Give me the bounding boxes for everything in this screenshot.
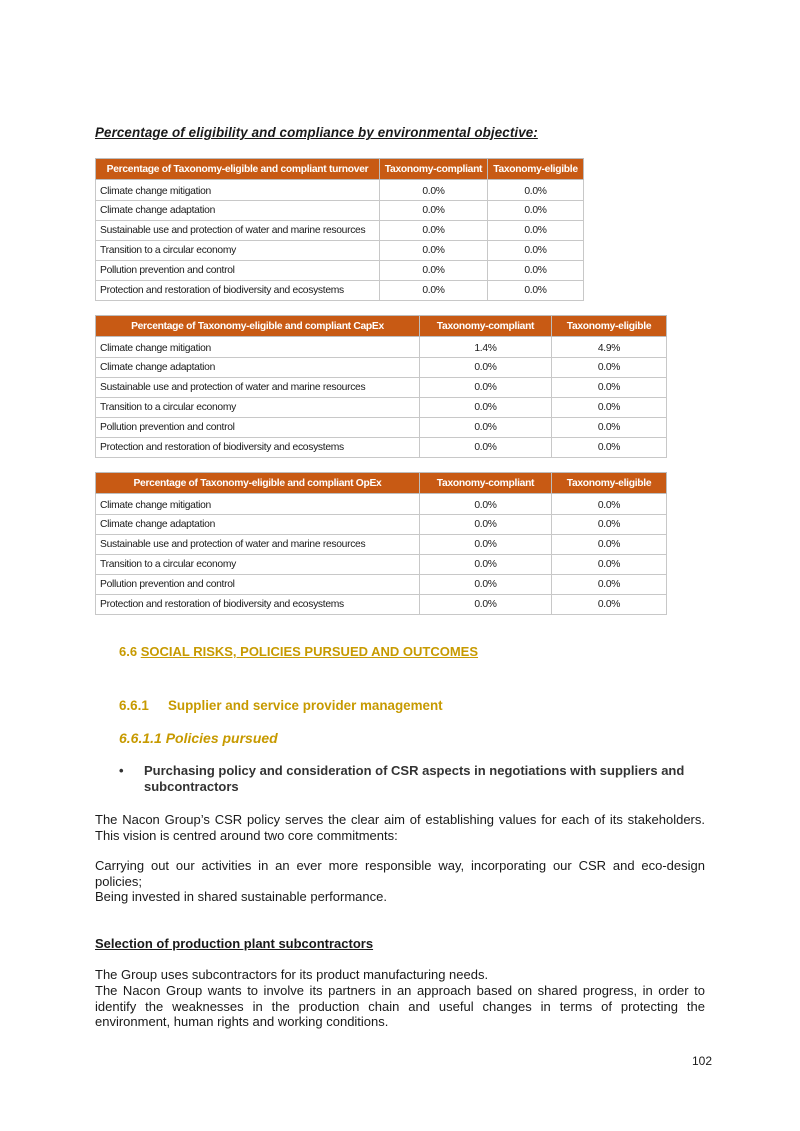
section-heading-6-6 bbox=[119, 644, 478, 659]
bullet-text: Purchasing policy and consideration of CSR aspects in negotiations with suppliers and subcontractors bbox=[144, 763, 685, 794]
objective-cell: Climate change adaptation bbox=[96, 201, 380, 221]
eligible-cell: 0.0% bbox=[488, 241, 584, 261]
compliant-cell: 0.0% bbox=[420, 358, 552, 378]
table-row bbox=[96, 201, 584, 221]
section-number: 6.6.1 bbox=[119, 698, 149, 713]
table-row bbox=[96, 241, 584, 261]
objective-cell: Protection and restoration of biodiversity and ecosystems bbox=[96, 281, 380, 301]
compliant-cell: 0.0% bbox=[420, 438, 552, 458]
column-header: Percentage of Taxonomy-eligible and compliant turnover bbox=[96, 159, 380, 180]
objective-cell: Transition to a circular economy bbox=[96, 241, 380, 261]
objective-cell: Climate change mitigation bbox=[96, 494, 420, 515]
column-header: Taxonomy-compliant bbox=[420, 473, 552, 494]
eligible-cell: 0.0% bbox=[552, 378, 667, 398]
compliant-cell: 0.0% bbox=[380, 281, 488, 301]
column-header: Taxonomy-compliant bbox=[380, 159, 488, 180]
eligible-cell: 0.0% bbox=[488, 281, 584, 301]
compliant-cell: 0.0% bbox=[420, 515, 552, 535]
capex-table bbox=[95, 315, 667, 458]
table-row bbox=[96, 575, 667, 595]
section-number: 6.6 bbox=[119, 644, 138, 659]
table-row bbox=[96, 595, 667, 615]
eligible-cell: 0.0% bbox=[552, 494, 667, 515]
objective-cell: Sustainable use and protection of water and marine resources bbox=[96, 378, 420, 398]
eligible-cell: 4.9% bbox=[552, 337, 667, 358]
objective-cell: Pollution prevention and control bbox=[96, 261, 380, 281]
bullet-dot: • bbox=[119, 763, 124, 778]
eligible-cell: 0.0% bbox=[552, 535, 667, 555]
column-header: Taxonomy-eligible bbox=[552, 316, 667, 337]
table-row bbox=[96, 337, 667, 358]
table-row bbox=[96, 221, 584, 241]
column-header: Taxonomy-compliant bbox=[420, 316, 552, 337]
compliant-cell: 0.0% bbox=[380, 241, 488, 261]
paragraph-csr-policy: The Nacon Group’s CSR policy serves the clear aim of establishing values for each of its stakeholders. This vision is centred around two core commitments: bbox=[95, 812, 705, 843]
paragraph-partners: The Nacon Group wants to involve its partners in an approach based on shared progress, in order to identify the weaknesses in the production chain and useful changes in terms of protecting the environment, human rights and working conditions. bbox=[95, 983, 705, 1029]
table-row bbox=[96, 494, 667, 515]
compliant-cell: 0.0% bbox=[420, 378, 552, 398]
subheading-subcontractors: Selection of production plant subcontractors bbox=[95, 936, 374, 951]
table-row bbox=[96, 535, 667, 555]
objective-cell: Climate change mitigation bbox=[96, 337, 420, 358]
table-row bbox=[96, 261, 584, 281]
eligible-cell: 0.0% bbox=[552, 515, 667, 535]
eligible-cell: 0.0% bbox=[552, 358, 667, 378]
objective-cell: Protection and restoration of biodiversity and ecosystems bbox=[96, 595, 420, 615]
objective-cell: Protection and restoration of biodiversity and ecosystems bbox=[96, 438, 420, 458]
paragraph-subcontractors: The Group uses subcontractors for its product manufacturing needs. bbox=[95, 967, 489, 982]
turnover-table bbox=[95, 158, 584, 301]
compliant-cell: 0.0% bbox=[420, 575, 552, 595]
objective-cell: Climate change mitigation bbox=[96, 180, 380, 201]
objective-cell: Sustainable use and protection of water and marine resources bbox=[96, 221, 380, 241]
column-header: Taxonomy-eligible bbox=[552, 473, 667, 494]
section-title: Supplier and service provider management bbox=[168, 698, 443, 713]
paragraph-commitment-1: Carrying out our activities in an ever more responsible way, incorporating our CSR and eco-design policies; bbox=[95, 858, 705, 889]
objective-cell: Sustainable use and protection of water and marine resources bbox=[96, 535, 420, 555]
opex-table bbox=[95, 472, 667, 615]
compliant-cell: 0.0% bbox=[420, 535, 552, 555]
eligible-cell: 0.0% bbox=[552, 595, 667, 615]
column-header: Percentage of Taxonomy-eligible and compliant CapEx bbox=[96, 316, 420, 337]
compliant-cell: 0.0% bbox=[420, 398, 552, 418]
compliant-cell: 0.0% bbox=[420, 494, 552, 515]
eligible-cell: 0.0% bbox=[488, 221, 584, 241]
table-row bbox=[96, 281, 584, 301]
table-row bbox=[96, 555, 667, 575]
eligible-cell: 0.0% bbox=[552, 438, 667, 458]
table-row bbox=[96, 418, 667, 438]
column-header: Taxonomy-eligible bbox=[488, 159, 584, 180]
table-header-row bbox=[96, 473, 667, 494]
table-row bbox=[96, 378, 667, 398]
eligible-cell: 0.0% bbox=[488, 180, 584, 201]
compliant-cell: 0.0% bbox=[420, 595, 552, 615]
eligible-cell: 0.0% bbox=[552, 418, 667, 438]
eligible-cell: 0.0% bbox=[552, 555, 667, 575]
objective-cell: Climate change adaptation bbox=[96, 358, 420, 378]
objective-cell: Pollution prevention and control bbox=[96, 575, 420, 595]
column-header: Percentage of Taxonomy-eligible and compliant OpEx bbox=[96, 473, 420, 494]
section-title: SOCIAL RISKS, POLICIES PURSUED AND OUTCOMES bbox=[140, 644, 479, 659]
compliant-cell: 0.0% bbox=[420, 555, 552, 575]
eligible-cell: 0.0% bbox=[552, 398, 667, 418]
table-row bbox=[96, 438, 667, 458]
compliant-cell: 0.0% bbox=[380, 180, 488, 201]
compliant-cell: 0.0% bbox=[380, 201, 488, 221]
compliant-cell: 0.0% bbox=[380, 221, 488, 241]
objective-cell: Transition to a circular economy bbox=[96, 398, 420, 418]
section-heading-6-6-1 bbox=[119, 698, 443, 713]
compliant-cell: 1.4% bbox=[420, 337, 552, 358]
eligible-cell: 0.0% bbox=[552, 575, 667, 595]
eligible-cell: 0.0% bbox=[488, 261, 584, 281]
table-header-row bbox=[96, 159, 584, 180]
objective-cell: Transition to a circular economy bbox=[96, 555, 420, 575]
table-row bbox=[96, 398, 667, 418]
table-row bbox=[96, 358, 667, 378]
paragraph-commitment-2: Being invested in shared sustainable performance. bbox=[95, 889, 387, 904]
page-heading: Percentage of eligibility and compliance by environmental objective: bbox=[95, 125, 538, 140]
bullet-item bbox=[119, 763, 709, 795]
table-row bbox=[96, 180, 584, 201]
compliant-cell: 0.0% bbox=[420, 418, 552, 438]
objective-cell: Climate change adaptation bbox=[96, 515, 420, 535]
page-number: 102 bbox=[691, 1054, 712, 1068]
compliant-cell: 0.0% bbox=[380, 261, 488, 281]
table-row bbox=[96, 515, 667, 535]
objective-cell: Pollution prevention and control bbox=[96, 418, 420, 438]
eligible-cell: 0.0% bbox=[488, 201, 584, 221]
table-header-row bbox=[96, 316, 667, 337]
section-heading-6-6-1-1: 6.6.1.1 Policies pursued bbox=[119, 730, 278, 746]
